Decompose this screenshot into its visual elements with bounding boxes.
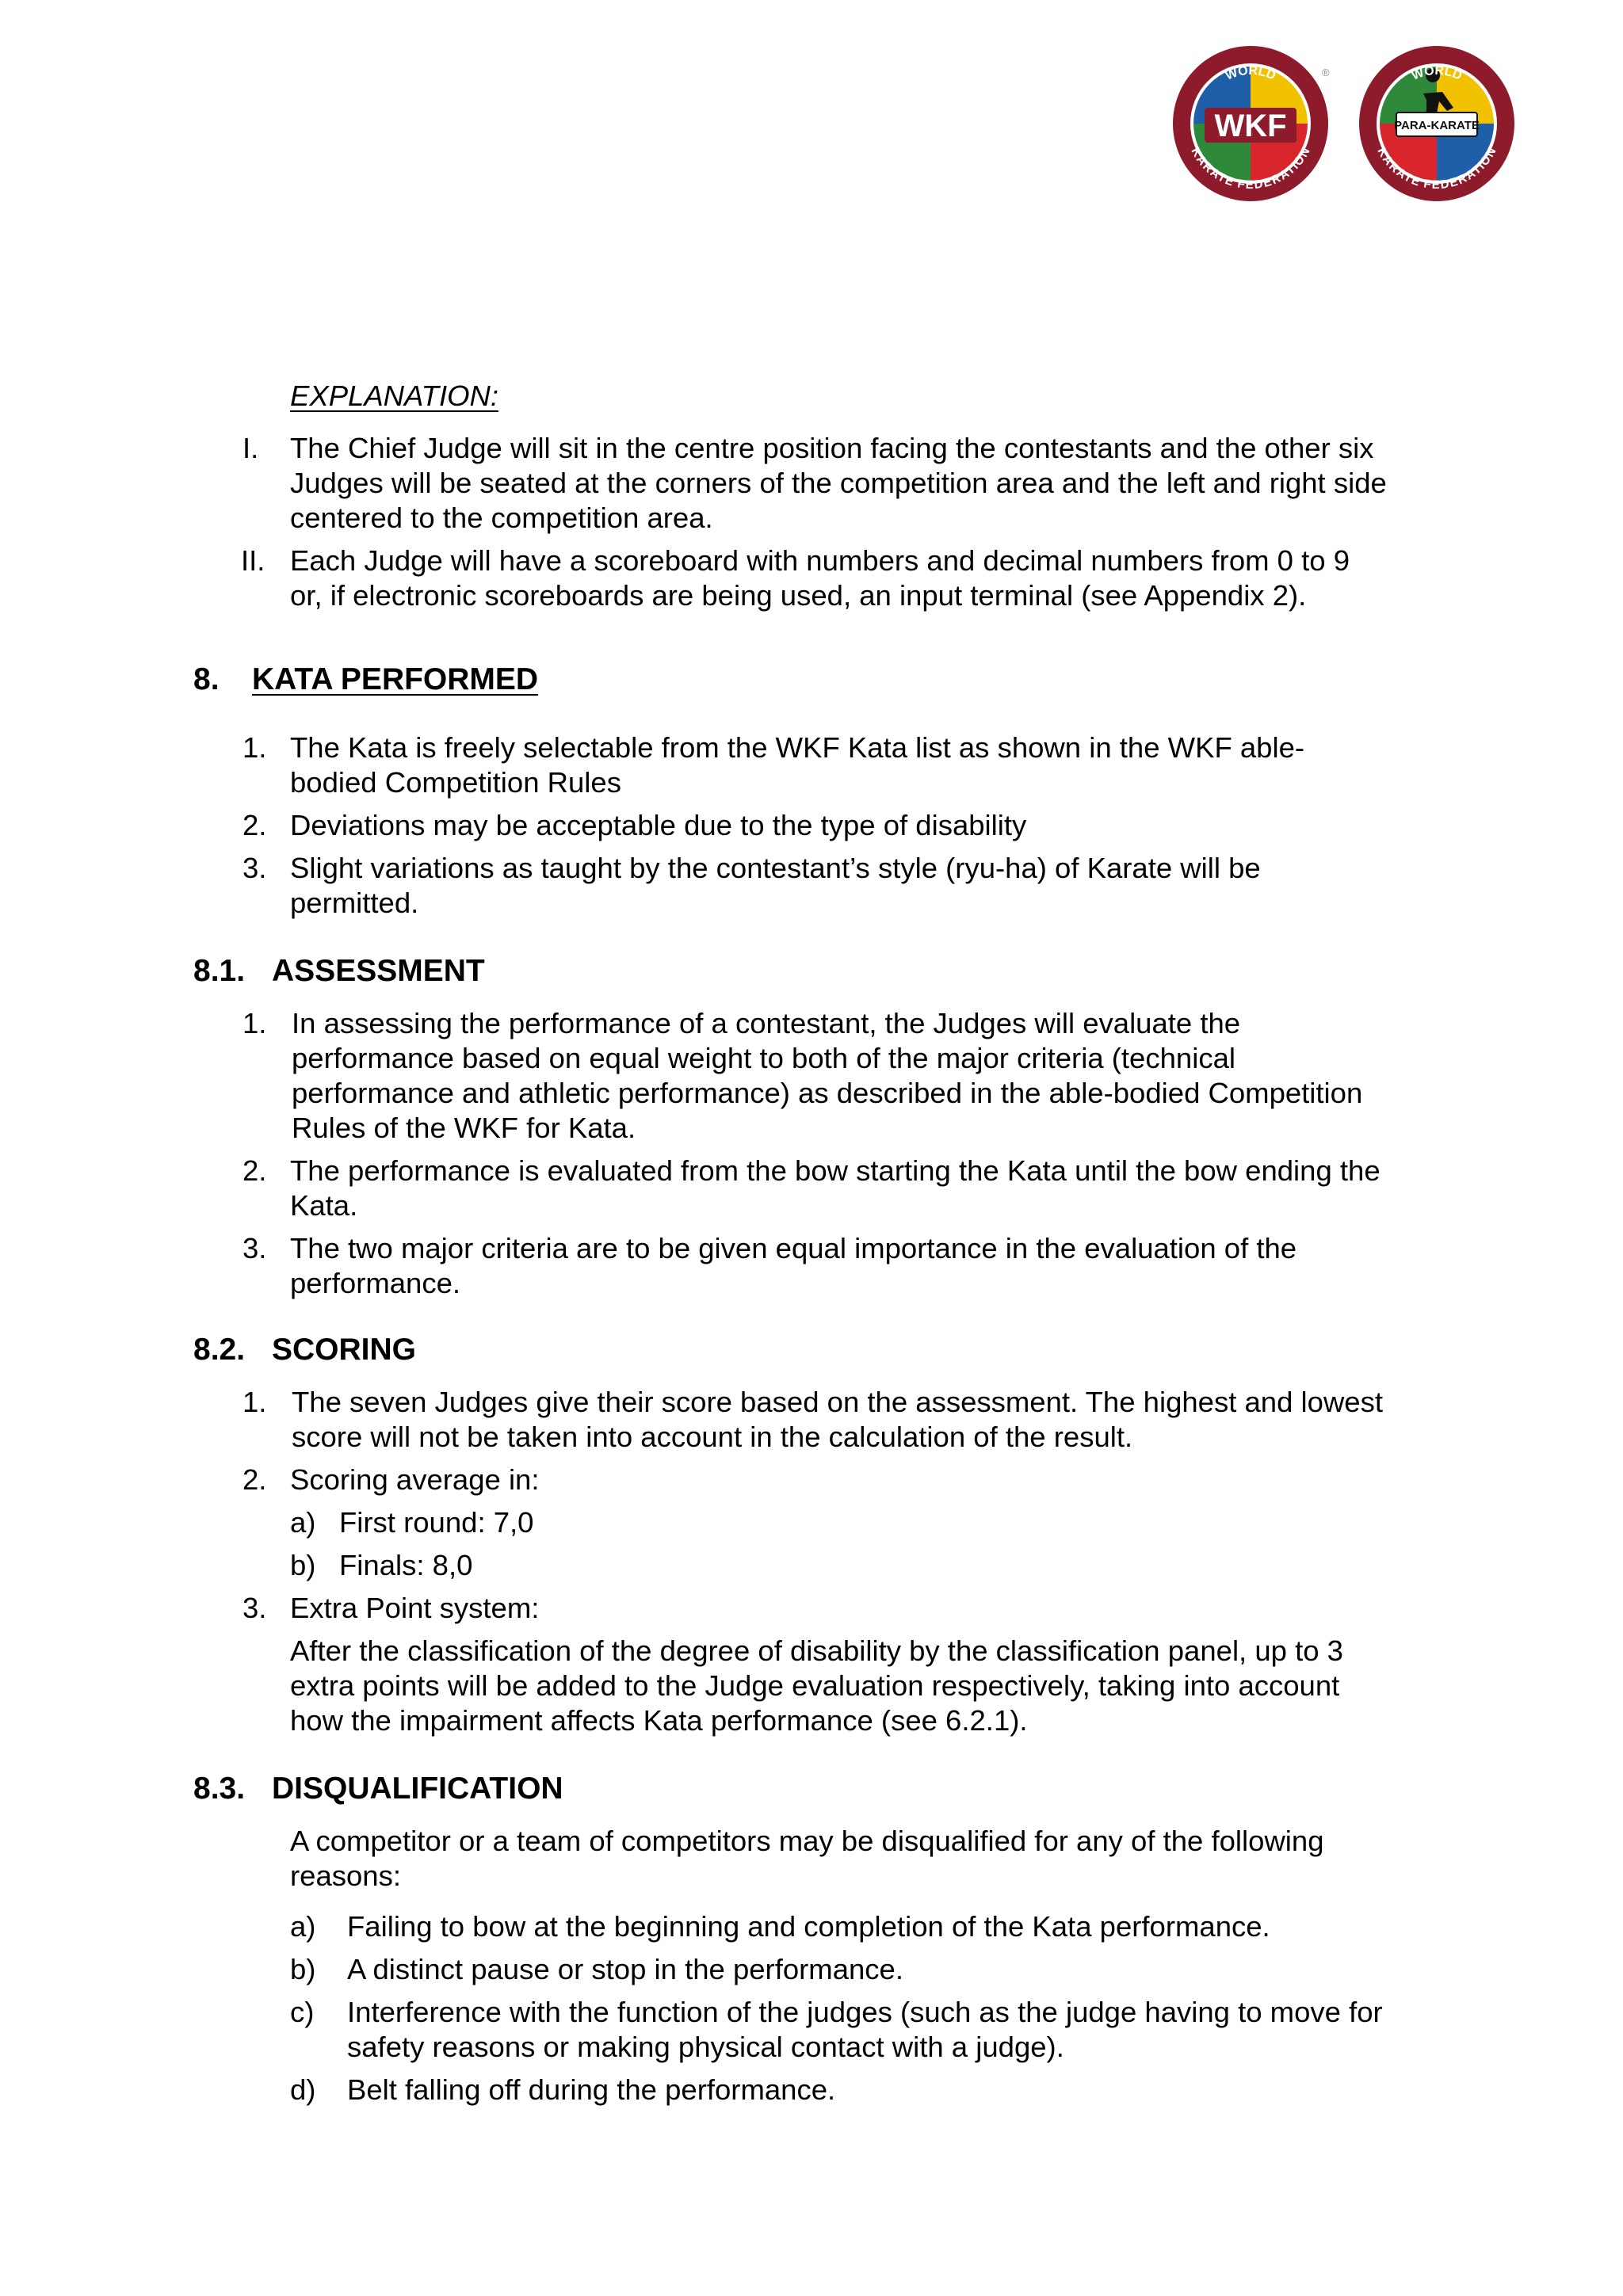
wkf-logo (1173, 46, 1330, 201)
section-8-item-1-line-1: The Kata is freely selectable from the WKF Kata list as shown in the WKF able- (290, 731, 1305, 764)
section-8-item-2-line-1: Deviations may be acceptable due to the type of disability (290, 809, 1027, 841)
disqualification-a-text: Failing to bow at the beginning and completion of the Kata performance. (347, 1910, 1270, 1943)
disqualification-b-letter: b) (290, 1953, 316, 1985)
logo-svg (1171, 44, 1520, 211)
wkf-logo-bottom-text: KARATE FEDERATION (1188, 145, 1313, 193)
para-logo-top-text: WORLD (1410, 63, 1465, 83)
section-8-item-3-num: 3. (242, 852, 267, 884)
section-8-number: 8. (193, 662, 220, 696)
roman-numeral-1: I. (242, 432, 259, 464)
section-8-1-item-2-line-2: Kata. (290, 1189, 358, 1222)
explanation-1-line-2: Judges will be seated at the corners of the competition area and the left and right side (290, 467, 1387, 499)
disqualification-c-letter: c) (290, 1996, 315, 2028)
section-8-1-item-1-line-3: performance and athletic performance) as described in the able-bodied Competition (292, 1077, 1363, 1109)
extra-point-line-2: extra points will be added to the Judge evaluation respectively, taking into account (290, 1669, 1340, 1702)
para-logo-center-text: PARA-KARATE (1394, 119, 1480, 132)
explanation-heading: EXPLANATION: (290, 379, 499, 412)
section-8-2-item-1-line-2: score will not be taken into account in the calculation of the result. (292, 1421, 1133, 1453)
disqualification-a-letter: a) (290, 1910, 316, 1943)
section-8-3-number: 8.3. (193, 1772, 246, 1806)
section-8-item-1-line-2: bodied Competition Rules (290, 766, 621, 799)
scoring-sub-a-letter: a) (290, 1506, 316, 1539)
disqualification-c-line-2: safety reasons or making physical contact with a judge). (347, 2031, 1064, 2063)
wkf-logo-top-text: WORLD (1224, 63, 1278, 83)
disqualification-c-line-1: Interference with the function of the judges (such as the judge having to move for (347, 1996, 1383, 2028)
section-8-1-item-1-line-2: performance based on equal weight to both of the major criteria (technical (292, 1042, 1235, 1074)
section-8-2-item-2-num: 2. (242, 1463, 267, 1496)
explanation-1-line-3: centered to the competition area. (290, 502, 713, 534)
federation-logos (1171, 44, 1520, 211)
section-8-2-item-2-text: Scoring average in: (290, 1463, 540, 1496)
section-8-1-item-3-line-2: performance. (290, 1267, 461, 1299)
extra-point-line-1: After the classification of the degree of disability by the classification panel, up to 3 (290, 1634, 1343, 1667)
disqualification-b-text: A distinct pause or stop in the performance. (347, 1953, 904, 1985)
section-8-1-item-2-line-1: The performance is evaluated from the bow starting the Kata until the bow ending the (290, 1154, 1381, 1187)
section-8-2-item-3-num: 3. (242, 1592, 267, 1624)
section-8-3-title: DISQUALIFICATION (272, 1772, 563, 1806)
section-8-2-title: SCORING (272, 1333, 417, 1367)
section-8-1-item-3-line-1: The two major criteria are to be given equal importance in the evaluation of the (290, 1232, 1297, 1264)
disqualification-intro-line-2: reasons: (290, 1859, 401, 1892)
extra-point-line-3: how the impairment affects Kata performance (see 6.2.1). (290, 1704, 1028, 1737)
scoring-sub-a-text: First round: 7,0 (339, 1506, 534, 1539)
section-8-2-item-1-line-1: The seven Judges give their score based on the assessment. The highest and lowest (292, 1386, 1384, 1418)
section-8-item-1-num: 1. (242, 731, 267, 764)
section-8-1-number: 8.1. (193, 954, 246, 988)
explanation-1-line-1: The Chief Judge will sit in the centre position facing the contestants and the other six (290, 432, 1374, 464)
scoring-sub-b-letter: b) (290, 1549, 316, 1581)
section-8-1-item-2-num: 2. (242, 1154, 267, 1187)
section-8-item-3-line-2: permitted. (290, 887, 419, 919)
explanation-2-line-2: or, if electronic scoreboards are being used, an input terminal (see Appendix 2). (290, 579, 1307, 612)
section-8-1-item-3-num: 3. (242, 1232, 267, 1264)
section-8-title: KATA PERFORMED (252, 662, 539, 696)
wkf-logo-center-text: WKF (1214, 109, 1287, 143)
section-8-2-number: 8.2. (193, 1333, 246, 1367)
registered-mark: ® (1322, 67, 1330, 78)
section-8-item-3-line-1: Slight variations as taught by the contestant’s style (ryu-ha) of Karate will be (290, 852, 1261, 884)
scoring-sub-b-text: Finals: 8,0 (339, 1549, 473, 1581)
explanation-2-line-1: Each Judge will have a scoreboard with numbers and decimal numbers from 0 to 9 (290, 544, 1350, 577)
roman-numeral-2: II. (241, 544, 265, 577)
para-logo-bottom-text: KARATE FEDERATION (1374, 145, 1499, 193)
section-8-1-title: ASSESSMENT (272, 954, 485, 988)
section-8-2-item-1-num: 1. (242, 1386, 267, 1418)
disqualification-d-letter: d) (290, 2073, 316, 2106)
section-8-1-item-1-line-4: Rules of the WKF for Kata. (292, 1112, 636, 1144)
section-8-1-item-1-num: 1. (242, 1007, 267, 1039)
section-8-1-item-1-line-1: In assessing the performance of a contestant, the Judges will evaluate the (292, 1007, 1241, 1039)
section-8-2-item-3-text: Extra Point system: (290, 1592, 540, 1624)
disqualification-intro-line-1: A competitor or a team of competitors may be disqualified for any of the following (290, 1825, 1324, 1857)
disqualification-d-text: Belt falling off during the performance. (347, 2073, 836, 2106)
section-8-item-2-num: 2. (242, 809, 267, 841)
para-karate-logo (1359, 46, 1514, 201)
